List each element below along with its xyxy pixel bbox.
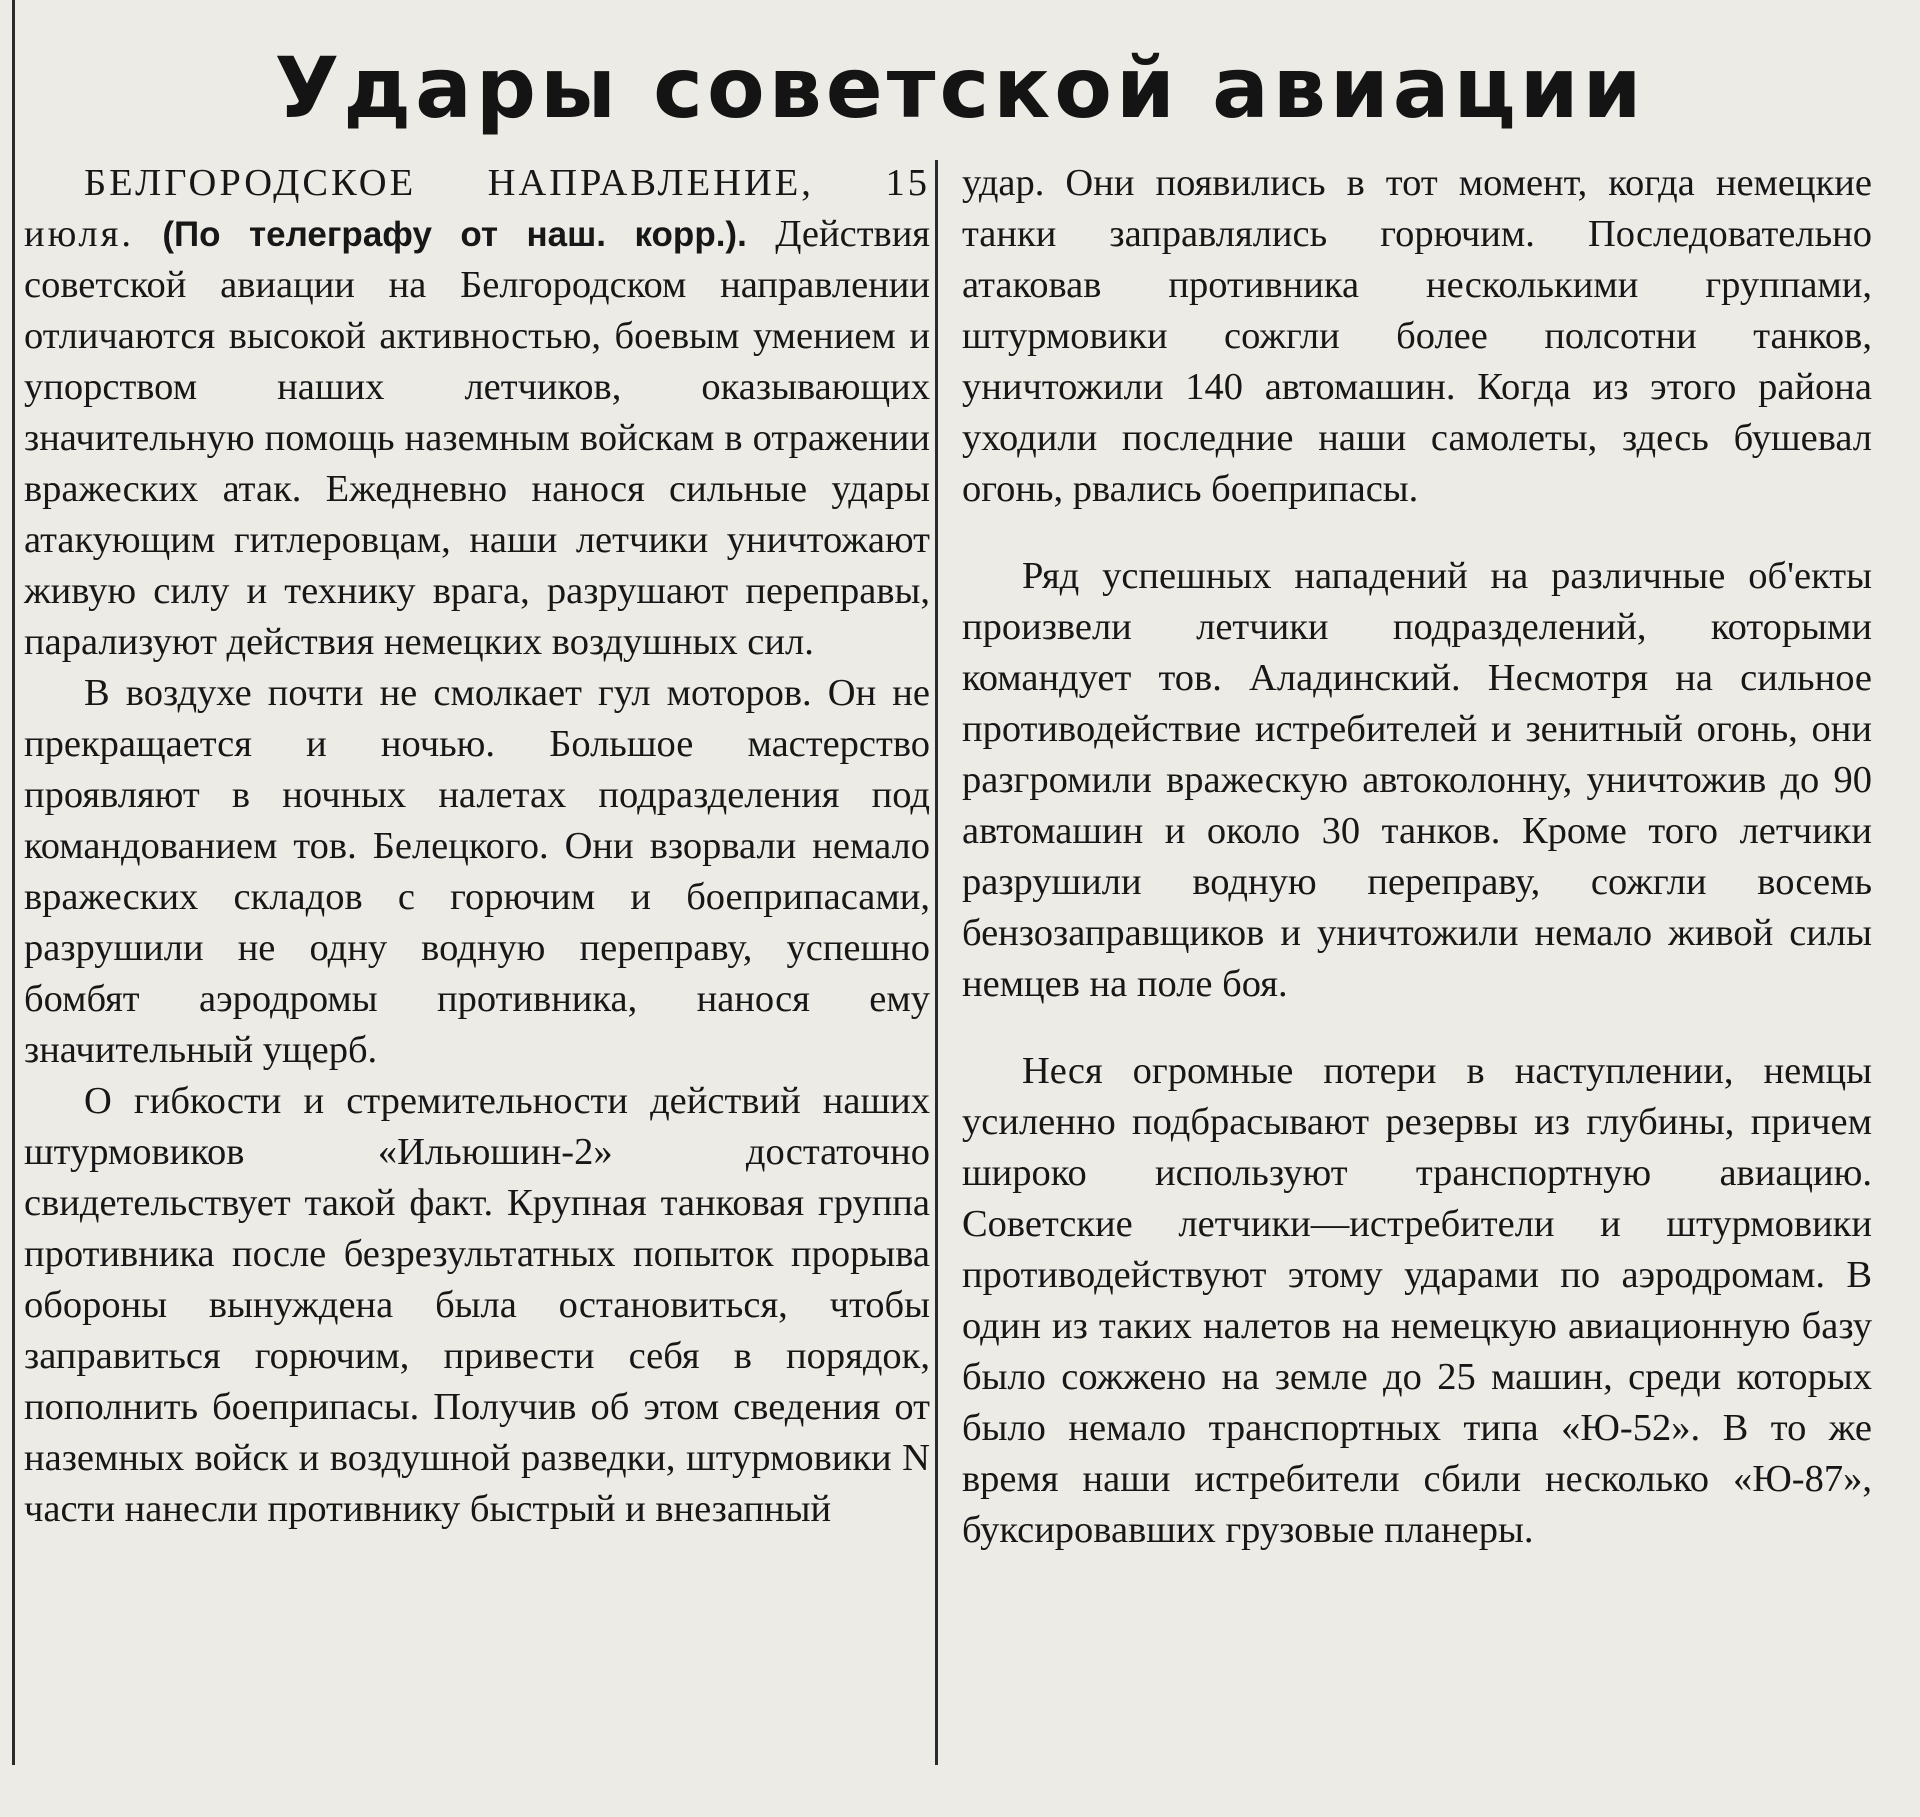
paragraph-5: Неся огромные потери в наступлении, немцы усиленно подбрасывают резервы из глубины, причем широко используют транспортную авиацию. Советские летчики—истребители и штурмовики противодействуют этому ударами по аэродромам. В один из таких налетов на немецкую авиационную базу было сожжено на земле до 25 машин, среди которых было немало транспортных типа «Ю-52». В то же время наши истребители сбили несколько «Ю-87», буксировавших грузовые планеры. bbox=[962, 1050, 1872, 1551]
left-column bbox=[24, 158, 930, 1535]
paragraph-3-continued: удар. Они появились в тот момент, когда немецкие танки заправлялись горючим. Последовательно атаковав противника несколькими группами, штурмовики сожгли более полсотни танков, уничтожили 140 автомашин. Когда из этого района уходили последние наши самолеты, здесь бушевал огонь, рвались боеприпасы. bbox=[962, 162, 1872, 510]
left-border-rule bbox=[12, 0, 15, 1765]
dateline: БЕЛГОРОДСКОЕ НАПРАВЛЕНИЕ, 15 июля. bbox=[24, 162, 930, 255]
paragraph-1-text: Действия советской авиации на Белгородском направлении отличаются высокой активностью, боевым умением и упорством наших летчиков, оказывающих значительную помощь наземным войскам в отражении вражеских атак. Ежедневно нанося сильные удары атакующим гитлеровцам, наши летчики уничтожают живую силу и технику врага, разрушают переправы, парализуют действия немецких воздушных сил. bbox=[24, 213, 931, 663]
paragraph-2: В воздухе почти не смолкает гул моторов. Он не прекращается и ночью. Большое мастерство проявляют в ночных налетах подразделения под командованием тов. Белецкого. Они взорвали немало вражеских складов с горючим и боеприпасами, разрушили не одну водную переправу, успешно бомбят аэродромы противника, нанося ему значительный ущерб. bbox=[24, 672, 930, 1071]
article-headline: Удары советской авиации bbox=[274, 39, 1646, 137]
byline: (По телеграфу от наш. корр.). bbox=[162, 215, 747, 254]
column-divider bbox=[935, 160, 938, 1765]
right-column bbox=[962, 158, 1872, 1556]
paragraph-3: О гибкости и стремительности действий наших штурмовиков «Ильюшин-2» достаточно свидетельствует такой факт. Крупная танковая группа противника после безрезультатных попыток прорыва обороны вынуждена была остановиться, чтобы заправиться горючим, привести себя в порядок, пополнить боеприпасы. Получив об этом сведения от наземных войск и воздушной разведки, штурмовики N части нанесли противнику быстрый и внезапный bbox=[24, 1080, 930, 1530]
paragraph-1 bbox=[24, 158, 930, 668]
paragraph-4: Ряд успешных нападений на различные об'екты произвели летчики подразделений, которыми командует тов. Аладинский. Несмотря на сильное противодействие истребителей и зенитный огонь, они разгромили вражескую автоколонну, уничтожив до 90 автомашин и около 30 танков. Кроме того летчики разрушили водную переправу, сожгли восемь бензозаправщиков и уничтожили немало живой силы немцев на поле боя. bbox=[962, 555, 1872, 1005]
